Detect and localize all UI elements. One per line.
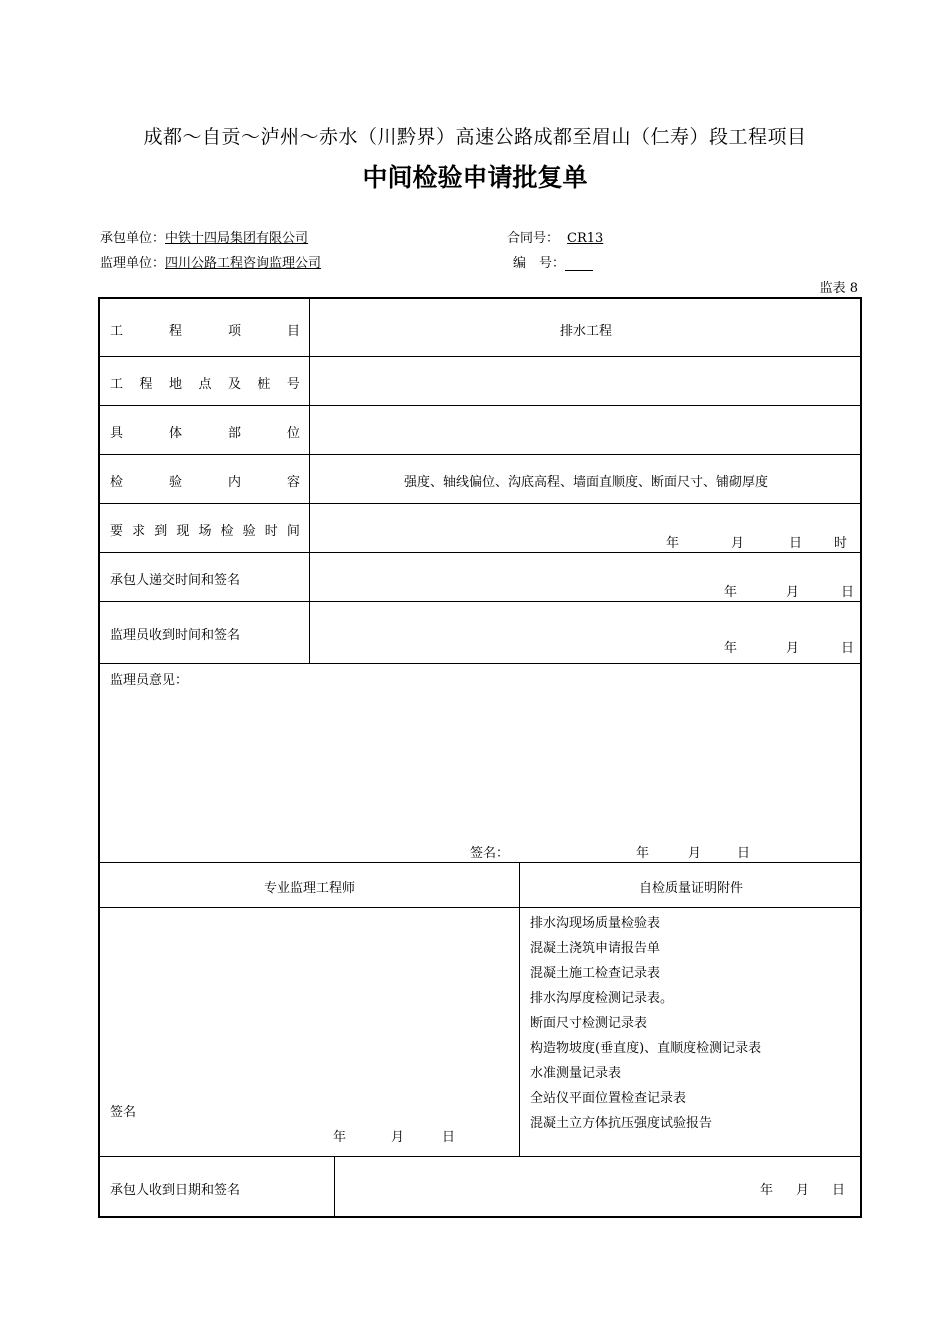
supervisor-opinion-label: 监理员意见：: [110, 673, 189, 688]
supervisor-value: 四川公路工程咨询监理公司: [165, 256, 322, 271]
number-label: 编 号：: [513, 256, 566, 271]
contractor-line: [100, 227, 308, 246]
engineer-header: 专业监理工程师: [263, 881, 355, 896]
supervisor-receive-date[interactable]: 年 月 日: [724, 641, 855, 656]
list-item: 混凝土浇筑申请报告单: [530, 941, 661, 956]
list-item: 混凝土立方体抗压强度试验报告: [530, 1116, 713, 1131]
opinion-sign-label: 签名：: [470, 846, 510, 861]
list-item: 水准测量记录表: [530, 1066, 622, 1081]
inspection-time-date[interactable]: 年 月 日 时: [666, 536, 848, 551]
inspection-time-label: 要 求 到 现 场 检 验 时 间: [110, 524, 300, 539]
engineer-sign-label: 签名: [110, 1105, 137, 1120]
contractor-label: 承包单位：: [100, 231, 166, 246]
form-number: 监表 8: [819, 281, 858, 296]
contract-label: 合同号：: [507, 231, 560, 246]
contractor-submit-label: 承包人递交时间和签名: [110, 573, 241, 588]
opinion-sign-date[interactable]: 年 月 日: [636, 846, 751, 861]
supervisor-receive-label: 监理员收到时间和签名: [110, 628, 241, 643]
content-value[interactable]: 强度、轴线偏位、沟底高程、墙面直顺度、断面尺寸、铺砌厚度: [403, 475, 768, 490]
list-item: 排水沟厚度检测记录表。: [530, 991, 674, 1006]
project-value[interactable]: 排水工程: [559, 324, 612, 339]
contractor-value: 中铁十四局集团有限公司: [165, 231, 309, 246]
list-item: 排水沟现场质量检验表: [530, 916, 661, 931]
list-item: 断面尺寸检测记录表: [530, 1016, 648, 1031]
list-item: 构造物坡度(垂直度)、直顺度检测记录表: [530, 1041, 762, 1056]
number-line: [513, 252, 593, 271]
content-label: 检 验 内 容: [110, 475, 300, 490]
attachments-header: 自检质量证明附件: [638, 881, 743, 896]
contractor-receive-date[interactable]: 年 月 日: [760, 1183, 846, 1198]
part-label: 具 体 部 位: [110, 426, 300, 441]
contractor-submit-date[interactable]: 年 月 日: [724, 585, 855, 600]
contract-line: [507, 227, 607, 246]
engineer-sign-date[interactable]: 年 月 日: [333, 1130, 456, 1145]
document-subtitle: 成都～自贡～泸州～赤水（川黔界）高速公路成都至眉山（仁寿）段工程项目: [143, 126, 807, 148]
list-item: 混凝土施工检查记录表: [530, 966, 661, 981]
number-value: [565, 256, 593, 271]
contractor-receive-label: 承包人收到日期和签名: [110, 1183, 241, 1198]
list-item: 全站仪平面位置检查记录表: [530, 1091, 687, 1106]
approval-form-table: [98, 297, 862, 1218]
supervisor-line: [100, 252, 321, 271]
attachments-list: [530, 911, 761, 1136]
supervisor-label: 监理单位：: [100, 256, 166, 271]
contract-value: CR13: [567, 231, 604, 246]
document-title: 中间检验申请批复单: [362, 163, 588, 192]
location-label: 工 程 地 点 及 桩 号: [110, 377, 300, 392]
project-label: 工 程 项 目: [110, 324, 300, 339]
